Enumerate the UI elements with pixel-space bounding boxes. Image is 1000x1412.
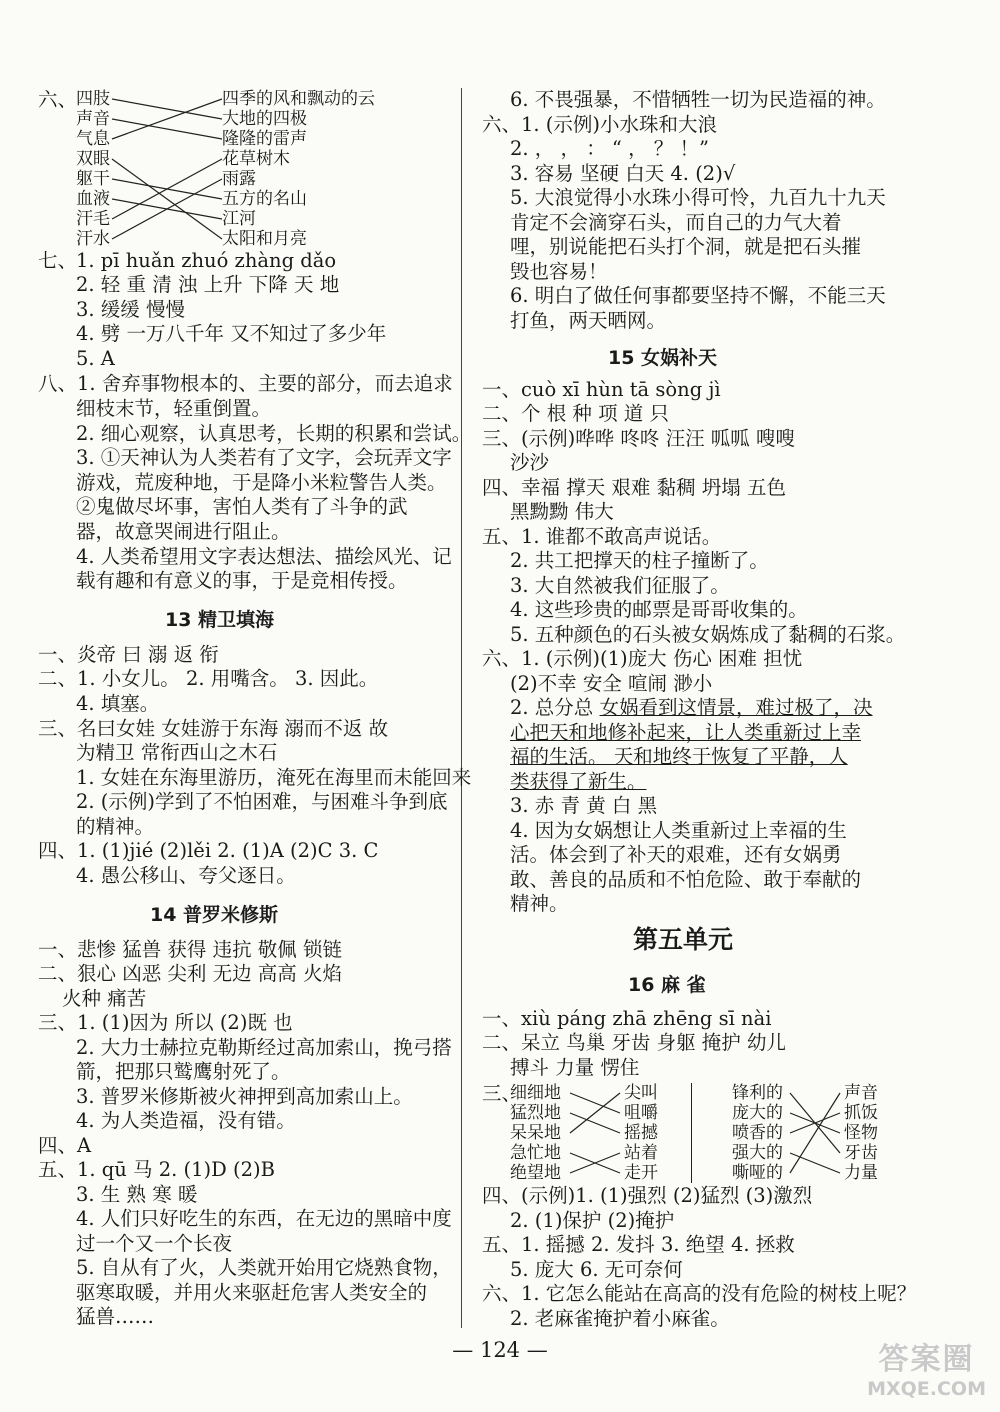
match-left-word: 急忙地 xyxy=(510,1143,561,1163)
answer-line: 六、1. (示例)小水珠和大浪 xyxy=(482,113,718,136)
answer-line: 细枝末节，轻重倒置。 xyxy=(76,397,272,420)
match-right-word: 抓饭 xyxy=(844,1103,878,1123)
answer-line: 3. 容易 坚硬 白天 4. (2)√ xyxy=(510,162,736,185)
match-right-word: 力量 xyxy=(844,1163,878,1183)
answer-line: 1. 女娃在东海里游历，淹死在海里而未能回来 xyxy=(76,766,472,789)
match-lines xyxy=(468,0,469,1)
match-connector xyxy=(570,1113,620,1133)
answer-line: 2. 轻 重 清 浊 上升 下降 天 地 xyxy=(76,273,340,296)
match-connector xyxy=(112,119,222,139)
answer-line: 二、呆立 鸟巢 牙齿 身躯 掩护 幼儿 xyxy=(482,1031,786,1054)
answer-line: 黑黝黝 伟大 xyxy=(510,500,614,523)
answer-line: 一、xiù páng zhā zhēng sī nài xyxy=(482,1007,772,1030)
answer-line: 2. 大力士赫拉克勒斯经过高加索山，挽弓搭 xyxy=(76,1036,452,1059)
underlined-sentence: 类获得了新生。 xyxy=(510,770,647,793)
match-connector xyxy=(570,1093,620,1113)
answer-line: 活。体会到了补天的艰难，还有女娲勇 xyxy=(510,843,842,866)
answer-line xyxy=(510,696,873,720)
answer-line: 四、1. (1)jié (2)lěi 2. (1)A (2)C 3. C xyxy=(38,839,379,862)
answer-line: 哩，别说能把石头打个洞，就是把石头摧 xyxy=(510,235,862,258)
match-connector xyxy=(112,179,222,239)
match-right-word: 江河 xyxy=(222,209,256,229)
watermark-url: MXQE.COM xyxy=(867,1378,986,1400)
match-right-word: 声音 xyxy=(844,1083,878,1103)
answer-line: 4. 劈 一万八千年 又不知过了多少年 xyxy=(76,322,387,345)
match-connector xyxy=(112,99,222,119)
match-right-word: 雨露 xyxy=(222,169,256,189)
answer-line: 5. 庞大 6. 无可奈何 xyxy=(510,1258,683,1281)
column-divider xyxy=(461,88,462,1328)
answer-line: 沙沙 xyxy=(510,451,550,474)
answer-text: 2. 总分总 xyxy=(510,696,600,719)
match-left-word: 血液 xyxy=(76,189,110,209)
match-right-word: 摇撼 xyxy=(624,1123,658,1143)
answer-line: 肯定不会滴穿石头，而自己的力气大着 xyxy=(510,211,842,234)
match-divider xyxy=(691,1083,692,1183)
match-left-word: 呆呆地 xyxy=(510,1123,561,1143)
answer-line: 5. 大浪觉得小水珠小得可怜，九百九十九天 xyxy=(510,186,886,209)
answer-line: 五、1. 摇撼 2. 发抖 3. 绝望 4. 拯救 xyxy=(482,1233,795,1256)
match-right-word: 咀嚼 xyxy=(624,1103,658,1123)
match-left-word: 躯干 xyxy=(76,169,110,189)
answer-line: 精神。 xyxy=(510,892,569,915)
answer-line: 一、悲惨 猛兽 获得 违抗 敬佩 锁链 xyxy=(38,938,342,961)
answer-line: 2. ， ， ： “ ， ？ ！” xyxy=(510,137,709,160)
answer-line: 八、1. 舍弃事物根本的、主要的部分，而去追求 xyxy=(38,372,453,395)
answer-line: 四、幸福 撑天 艰难 黏稠 坍塌 五色 xyxy=(482,476,786,499)
answer-line: 二、狠心 凶恶 尖利 无边 高高 火焰 xyxy=(38,962,342,985)
answer-line: 器，故意哭闹进行阻止。 xyxy=(76,520,291,543)
match-left-word: 气息 xyxy=(76,129,110,149)
watermark-logo xyxy=(867,1334,986,1400)
answer-line: 猛兽…… xyxy=(76,1305,155,1328)
match-right-word: 五方的名山 xyxy=(222,189,307,209)
answer-line: 4. 人类希望用文字表达想法、描绘风光、记 xyxy=(76,545,452,568)
underlined-sentence: 心把天和地修补起来，让人类重新过上幸 xyxy=(510,721,862,744)
answer-line: 3. 大自然被我们征服了。 xyxy=(510,574,730,597)
answer-line: 3. ①天神认为人类若有了文字，会玩弄文字 xyxy=(76,446,452,469)
lesson-title: 14 普罗米修斯 xyxy=(150,904,279,926)
match-left-word: 汗水 xyxy=(76,229,110,249)
answer-line: 4. 填塞。 xyxy=(76,692,160,715)
page-number: — 124 — xyxy=(452,1338,548,1362)
match-connector xyxy=(112,99,222,139)
answer-line: 五、1. qū 马 2. (1)D (2)B xyxy=(38,1158,275,1181)
answer-line: 5. 五种颜色的石头被女娲炼成了黏稠的石浆。 xyxy=(510,623,906,646)
match-right-word: 大地的四极 xyxy=(222,109,307,129)
answer-line: 6. 不畏强暴，不惜牺牲一切为民造福的神。 xyxy=(510,88,886,111)
answer-line: 3. 普罗米修斯被火神押到高加索山上。 xyxy=(76,1085,413,1108)
match-right-word: 牙齿 xyxy=(844,1143,878,1163)
answer-line: 火种 痛苦 xyxy=(62,987,147,1010)
answer-line: 3. 生 熟 寒 暖 xyxy=(76,1183,198,1206)
answer-line: 箭，把那只鹫鹰射死了。 xyxy=(76,1060,291,1083)
answer-line: 四、(示例)1. (1)强烈 (2)猛烈 (3)激烈 xyxy=(482,1184,813,1207)
answer-line: 2. 细心观察，认真思考，长期的积累和尝试。 xyxy=(76,422,472,445)
answer-line: 载有趣和有意义的事，于是竞相传授。 xyxy=(76,569,408,592)
match-lines xyxy=(0,0,1,1)
answer-line: 二、个 根 种 项 道 只 xyxy=(482,402,669,425)
match-left-word: 绝望地 xyxy=(510,1163,561,1183)
answer-line: 4. 为人类造福，没有错。 xyxy=(76,1109,296,1132)
match-left-word: 猛烈地 xyxy=(510,1103,561,1123)
answer-line: 6. 明白了做任何事都要坚持不懈，不能三天 xyxy=(510,284,886,307)
answer-line: 的精神。 xyxy=(76,815,155,838)
answer-line: 3. 赤 青 黄 白 黑 xyxy=(510,794,658,817)
match-right-word: 四季的风和飘动的云 xyxy=(222,89,375,109)
match-connector xyxy=(112,159,222,239)
answer-line: 2. 共工把撑天的柱子撞断了。 xyxy=(510,549,769,572)
match-left-word: 庞大的 xyxy=(732,1103,783,1123)
match-left-word: 双眼 xyxy=(76,149,110,169)
answer-line: 一、炎帝 曰 溺 返 衔 xyxy=(38,643,219,666)
answer-line: 七、 xyxy=(38,249,78,272)
underlined-sentence: 福的生活。 天和地终于恢复了平静，人 xyxy=(510,745,848,768)
answer-line: 2. 老麻雀掩护着小麻雀。 xyxy=(510,1307,730,1330)
answer-line: 三、(示例)哗哗 咚咚 汪汪 呱呱 嗖嗖 xyxy=(482,427,796,450)
answer-line: 打鱼，两天晒网。 xyxy=(510,309,667,332)
lesson-title: 15 女娲补天 xyxy=(608,347,718,369)
match-left-word: 四肢 xyxy=(76,89,110,109)
answer-line: 4. 人们只好吃生的东西，在无边的黑暗中度 xyxy=(76,1207,452,1230)
match-right-word: 怪物 xyxy=(844,1123,878,1143)
answer-line: 搏斗 力量 愣住 xyxy=(510,1056,640,1079)
answer-line: 敢、善良的品质和不怕危险、敢于奉献的 xyxy=(510,868,862,891)
watermark-text: 答案圈 xyxy=(878,1342,975,1377)
answer-line: 三、1. (1)因为 所以 (2)既 也 xyxy=(38,1011,293,1034)
answer-line: 4. 因为女娲想让人类重新过上幸福的生 xyxy=(510,819,847,842)
answer-line: 毁也容易！ xyxy=(510,260,608,283)
answer-line: 过一个又一个长夜 xyxy=(76,1232,233,1255)
section-label: 六、 xyxy=(38,88,78,111)
answer-line: 4. 这些珍贵的邮票是哥哥收集的。 xyxy=(510,598,808,621)
answer-line: 游戏，荒废种地，于是降小米粒警告人类。 xyxy=(76,471,447,494)
match-left-word: 细细地 xyxy=(510,1083,561,1103)
lesson-title: 13 精卫填海 xyxy=(165,609,275,631)
match-right-word: 走开 xyxy=(624,1163,658,1183)
match-connector xyxy=(112,159,222,219)
match-connector xyxy=(570,1093,620,1133)
answer-line: 5. A xyxy=(76,347,115,370)
answer-line: 六、1. 它怎么能站在高高的没有危险的树枝上呢？ xyxy=(482,1282,917,1305)
answer-line: 一、cuò xī hùn tā sòng jì xyxy=(482,378,721,401)
match-connector xyxy=(790,1153,840,1173)
answer-line: 三、名曰女娃 女娃游于东海 溺而不返 故 xyxy=(38,717,389,740)
answer-line: 五、1. 谁都不敢高声说话。 xyxy=(482,525,722,548)
match-right-word: 隆隆的雷声 xyxy=(222,129,307,149)
match-left-word: 喷香的 xyxy=(732,1123,783,1143)
match-right-word: 站着 xyxy=(624,1143,658,1163)
answer-line: 3. 缓缓 慢慢 xyxy=(76,298,186,321)
match-left-word: 强大的 xyxy=(732,1143,783,1163)
answer-line: 四、A xyxy=(38,1134,92,1157)
answer-line: 六、1. (示例)(1)庞大 伤心 困难 担忧 xyxy=(482,647,803,670)
answer-line: 5. 自从有了火，人类就开始用它烧熟食物， xyxy=(76,1256,452,1279)
answer-line: (2)不幸 安全 喧闹 渺小 xyxy=(510,672,713,695)
section-label: 三、 xyxy=(482,1082,522,1105)
answer-line: 驱寒取暖，并用火来驱赶危害人类安全的 xyxy=(76,1281,428,1304)
unit-title: 第五单元 xyxy=(633,925,734,954)
answer-line: 二、1. 小女儿。 2. 用嘴含。 3. 因此。 xyxy=(38,667,379,690)
lesson-title: 16 麻 雀 xyxy=(628,974,706,996)
match-left-word: 锋利的 xyxy=(732,1083,783,1103)
answer-line: 4. 愚公移山、夸父逐日。 xyxy=(76,864,296,887)
answer-line: 2. (示例)学到了不怕困难，与困难斗争到底 xyxy=(76,790,448,813)
match-left-word: 嘶哑的 xyxy=(732,1163,783,1183)
answer-line: 为精卫 常衔西山之木石 xyxy=(76,741,278,764)
match-connector xyxy=(790,1093,840,1173)
answer-line: 1. pī huǎn zhuó zhàng dǎo xyxy=(76,249,337,272)
answer-line: 2. (1)保护 (2)掩护 xyxy=(510,1209,675,1232)
match-left-word: 声音 xyxy=(76,109,110,129)
match-right-word: 花草树木 xyxy=(222,149,290,169)
underlined-sentence: 女娲看到这情景，难过极了，决 xyxy=(599,696,873,719)
match-right-word: 尖叫 xyxy=(624,1083,658,1103)
answer-line: ②鬼做尽坏事，害怕人类有了斗争的武 xyxy=(76,495,408,518)
match-right-word: 太阳和月亮 xyxy=(222,229,307,249)
match-left-word: 汗毛 xyxy=(76,209,110,229)
